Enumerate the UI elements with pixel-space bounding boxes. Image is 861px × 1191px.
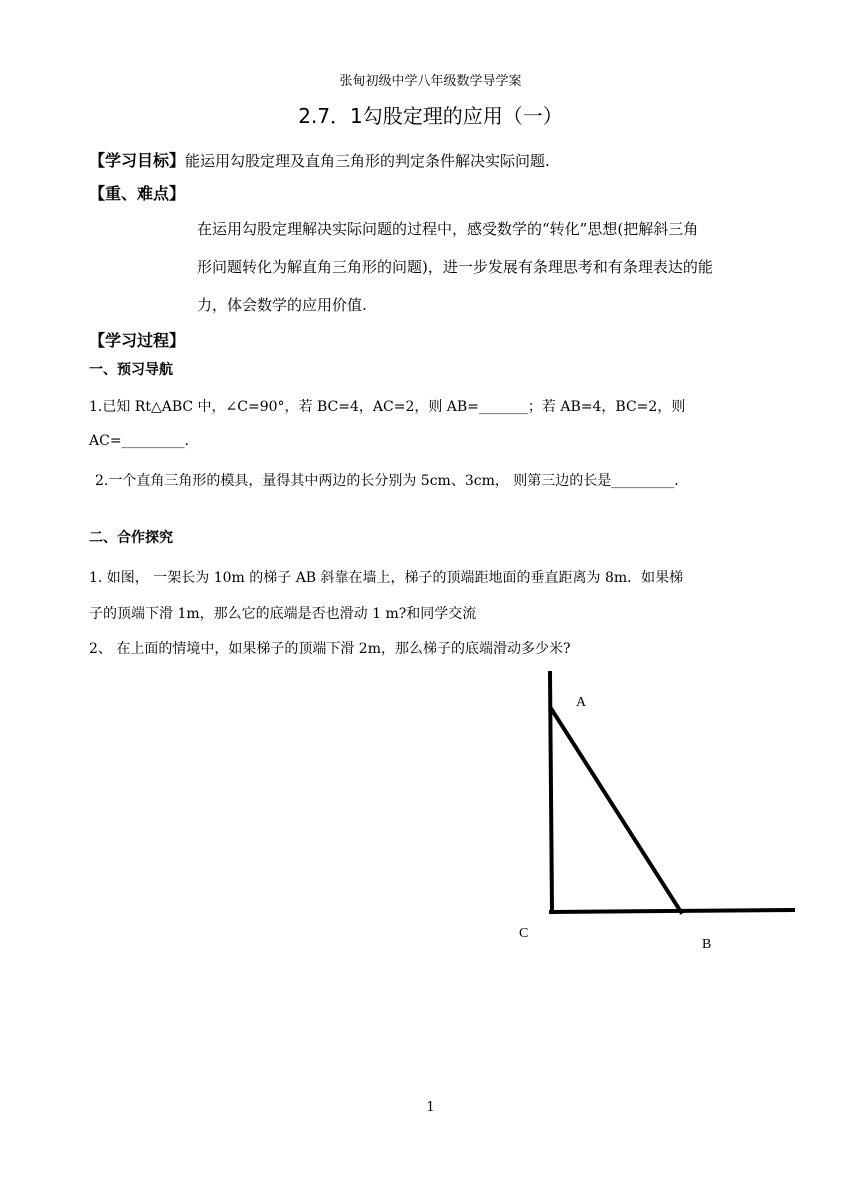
explore-question-1-line-2: 子的顶端下滑 1m，那么它的底端是否也滑动 1 m?和同学交流 (89, 606, 477, 622)
explore-question-1-line-1: 1. 如图， 一架长为 10m 的梯子 AB 斜靠在墙上，梯子的顶端距地面的垂直距离为 8m．如果梯 (89, 570, 684, 586)
ladder-line (552, 710, 681, 912)
explore-question-2: 2、 在上面的情境中，如果梯子的顶端下滑 2m，那么梯子的底端滑动多少米? (89, 641, 571, 657)
keypoints-line-1: 在运用勾股定理解决实际问题的过程中，感受数学的“转化”思想(把解斜三角 (197, 220, 699, 238)
preview-heading: 一、预习导航 (89, 362, 173, 378)
keypoints-line-2: 形问题转化为解直角三角形的问题)，进一步发展有条理思考和有条理表达的能 (197, 258, 713, 276)
point-a-label: A (576, 695, 587, 710)
preview-question-1-line-2: AC=_________. (89, 433, 190, 449)
page-title: 2.7．1勾股定理的应用（一） (298, 104, 563, 128)
keypoints-heading: 【重、难点】 (89, 184, 186, 203)
objective-heading: 【学习目标】 (89, 151, 186, 170)
explore-heading: 二、合作探究 (89, 530, 173, 546)
objective-text: 能运用勾股定理及直角三角形的判定条件解决实际问题. (185, 152, 550, 170)
preview-question-2: 2.一个直角三角形的模具，量得其中两边的长分别为 5cm、3cm， 则第三边的长是_________. (95, 473, 679, 489)
keypoints-line-3: 力，体会数学的应用价值. (197, 296, 367, 314)
point-c-label: C (519, 926, 529, 941)
ground-line (551, 910, 793, 912)
point-b-label: B (702, 937, 712, 952)
page-header: 张甸初级中学八年级数学导学案 (339, 74, 522, 89)
process-heading: 【学习过程】 (89, 331, 186, 350)
page-number: 1 (426, 1100, 435, 1115)
preview-question-1-line-1: 1.已知 Rt△ABC 中，∠C=90°，若 BC=4，AC=2，则 AB=_______；若 AB=4，BC=2，则 (89, 399, 686, 415)
